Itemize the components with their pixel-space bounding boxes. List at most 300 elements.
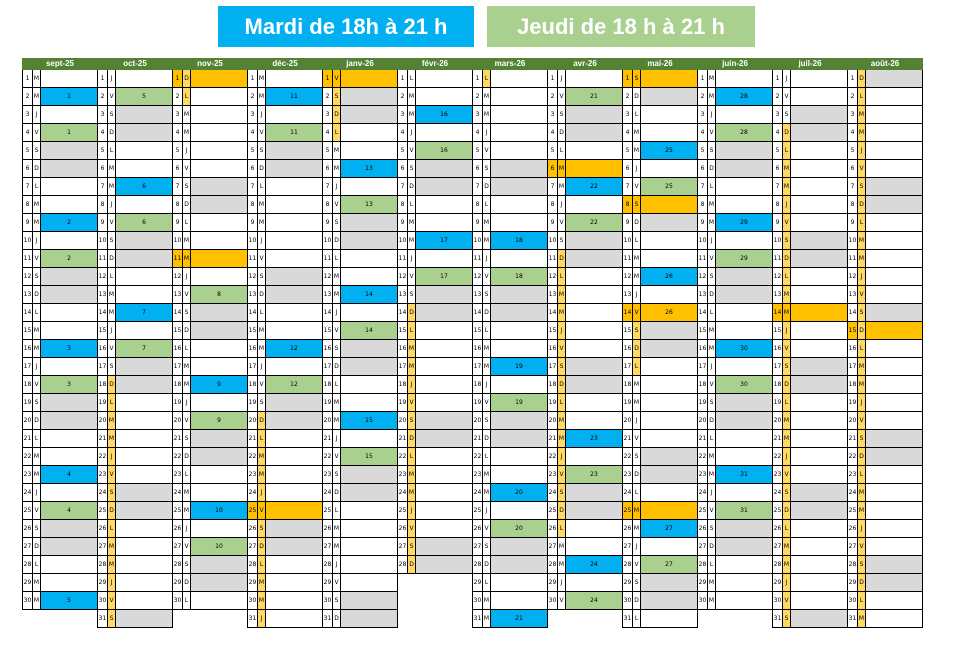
session-cell [791,196,848,213]
day-row [472,160,548,178]
day-row [22,574,98,592]
day-number: 15 [397,322,408,339]
day-letter: S [33,142,41,159]
day-number: 9 [697,214,708,231]
day-number: 6 [622,160,633,177]
day-letter: M [558,160,566,177]
session-cell [566,268,623,285]
day-letter: S [408,160,416,177]
session-cell: 12 [266,340,323,357]
session-cell [716,160,773,177]
session-cell [866,574,923,591]
day-number: 22 [547,448,558,465]
day-letter: S [258,394,266,411]
day-letter: L [483,322,491,339]
day-letter: V [633,304,641,321]
day-row [397,412,473,430]
session-cell [866,88,923,105]
day-letter: M [258,466,266,483]
day-number: 25 [697,502,708,519]
session-cell [791,322,848,339]
day-letter: D [558,502,566,519]
day-number: 3 [97,106,108,123]
day-letter: S [858,430,866,447]
day-number: 10 [622,232,633,249]
session-cell [116,286,173,303]
day-row [697,358,773,376]
day-row [172,430,248,448]
day-row [472,538,548,556]
day-row [22,394,98,412]
day-number: 30 [622,592,633,609]
session-cell [641,106,698,123]
session-cell [116,268,173,285]
day-letter: L [333,376,341,393]
day-number: 17 [697,358,708,375]
day-row [622,484,698,502]
day-letter: J [333,556,341,573]
day-number: 11 [622,250,633,267]
day-letter: D [783,376,791,393]
session-cell [866,124,923,141]
session-cell [266,160,323,177]
day-number: 17 [172,358,183,375]
day-row [247,448,323,466]
day-letter: D [408,430,416,447]
day-number: 20 [547,412,558,429]
session-cell [791,430,848,447]
day-row [97,340,173,358]
day-number: 18 [847,376,858,393]
day-number: 13 [322,286,333,303]
month-header: avr-26 [547,58,623,70]
day-row [172,124,248,142]
session-cell [416,502,473,519]
day-row [472,412,548,430]
day-letter: M [558,430,566,447]
day-number: 21 [472,430,483,447]
day-row [697,106,773,124]
day-letter: M [33,322,41,339]
day-number: 20 [697,412,708,429]
day-row [547,142,623,160]
day-row [247,340,323,358]
month-column [22,58,98,610]
day-row [22,196,98,214]
day-row [547,484,623,502]
day-number: 16 [172,340,183,357]
day-number: 22 [397,448,408,465]
day-number: 18 [547,376,558,393]
day-letter: J [633,160,641,177]
day-number: 12 [547,268,558,285]
day-number: 12 [247,268,258,285]
day-number: 2 [172,88,183,105]
day-letter: S [408,412,416,429]
session-cell: 21 [491,610,548,627]
day-number: 16 [697,340,708,357]
month-header: févr-26 [397,58,473,70]
day-number: 17 [472,358,483,375]
session-cell [866,430,923,447]
day-letter: S [558,358,566,375]
day-letter: J [783,322,791,339]
day-letter: J [783,70,791,87]
day-row [547,232,623,250]
day-row [772,502,848,520]
day-row [322,502,398,520]
session-cell: 7 [116,340,173,357]
day-letter: S [858,556,866,573]
session-cell [641,430,698,447]
day-row [322,574,398,592]
session-cell [566,376,623,393]
day-number: 16 [397,340,408,357]
day-number: 21 [322,430,333,447]
day-row [697,448,773,466]
day-row [172,556,248,574]
day-number: 26 [322,520,333,537]
day-number: 7 [97,178,108,195]
day-row [622,394,698,412]
day-letter: M [408,466,416,483]
day-row [847,268,923,286]
day-number: 16 [97,340,108,357]
day-row [772,466,848,484]
day-row [97,430,173,448]
session-cell [641,322,698,339]
day-row [697,556,773,574]
day-letter: D [108,124,116,141]
day-letter: M [483,484,491,501]
session-cell [191,430,248,447]
session-cell: 25 [641,178,698,195]
session-cell [866,106,923,123]
day-row [172,88,248,106]
day-row [97,574,173,592]
day-row [22,214,98,232]
day-letter: V [708,502,716,519]
session-cell [491,466,548,483]
session-cell [191,178,248,195]
day-row [547,88,623,106]
session-cell [641,214,698,231]
day-letter: J [858,268,866,285]
day-letter: J [708,106,716,123]
day-letter: M [33,196,41,213]
session-cell [191,160,248,177]
session-cell [641,574,698,591]
day-number: 28 [772,556,783,573]
session-cell [116,250,173,267]
day-number: 6 [322,160,333,177]
day-row [172,376,248,394]
day-number: 21 [22,430,33,447]
day-number: 27 [247,538,258,555]
session-cell [416,214,473,231]
day-number: 1 [772,70,783,87]
day-row [772,124,848,142]
day-number: 17 [97,358,108,375]
day-number: 26 [622,520,633,537]
session-cell [641,394,698,411]
day-letter: L [633,106,641,123]
day-row [22,142,98,160]
day-row [172,106,248,124]
session-cell [641,448,698,465]
day-number: 8 [397,196,408,213]
day-row [397,520,473,538]
day-number: 5 [472,142,483,159]
day-row [172,232,248,250]
day-letter: D [708,160,716,177]
session-cell [416,484,473,501]
day-number: 4 [172,124,183,141]
session-cell [341,358,398,375]
day-row [172,466,248,484]
day-number: 26 [397,520,408,537]
session-cell [41,232,98,249]
day-row [622,304,698,322]
day-row [547,448,623,466]
day-row [697,268,773,286]
day-row [697,250,773,268]
day-letter: M [408,358,416,375]
day-number: 3 [247,106,258,123]
day-number: 2 [472,88,483,105]
day-number: 27 [847,538,858,555]
day-number: 18 [472,376,483,393]
day-letter: V [333,196,341,213]
day-letter: S [333,466,341,483]
session-cell [416,88,473,105]
day-letter: D [333,232,341,249]
day-number: 27 [622,538,633,555]
day-number: 6 [397,160,408,177]
day-number: 20 [472,412,483,429]
session-cell [791,394,848,411]
session-cell [566,232,623,249]
session-cell [641,232,698,249]
day-row [397,340,473,358]
session-cell [191,304,248,321]
day-row [247,538,323,556]
day-number: 1 [322,70,333,87]
day-number: 23 [847,466,858,483]
day-letter: J [33,484,41,501]
day-letter: V [33,250,41,267]
session-cell [641,412,698,429]
day-row [397,142,473,160]
day-letter: M [33,466,41,483]
day-row [622,376,698,394]
day-row [22,466,98,484]
day-number: 11 [697,250,708,267]
month-column [322,58,398,628]
day-letter: D [633,466,641,483]
day-row [622,142,698,160]
day-number: 19 [547,394,558,411]
session-cell [716,142,773,159]
day-letter: M [858,376,866,393]
day-number: 1 [847,70,858,87]
day-letter: M [108,556,116,573]
day-number: 1 [697,70,708,87]
day-row [322,232,398,250]
day-number: 28 [847,556,858,573]
session-cell: 4 [41,466,98,483]
session-cell [491,592,548,609]
session-cell: 20 [491,484,548,501]
day-letter: M [708,574,716,591]
day-letter: L [408,70,416,87]
day-letter: V [108,340,116,357]
session-cell [341,394,398,411]
session-cell [191,520,248,537]
day-letter: M [108,160,116,177]
day-number: 1 [472,70,483,87]
day-letter: J [258,484,266,501]
day-letter: V [258,376,266,393]
session-cell [791,376,848,393]
day-letter: M [558,178,566,195]
day-letter: J [108,574,116,591]
day-row [22,232,98,250]
day-number: 10 [772,232,783,249]
day-number: 11 [472,250,483,267]
day-number: 31 [247,610,258,627]
day-letter: J [258,610,266,627]
day-row [847,466,923,484]
session-cell [416,556,473,573]
day-letter: M [333,520,341,537]
day-number: 23 [22,466,33,483]
month-column [547,58,623,610]
day-letter: M [258,592,266,609]
session-cell [866,214,923,231]
day-row [397,250,473,268]
day-letter: L [858,466,866,483]
day-letter: S [408,286,416,303]
day-number: 30 [847,592,858,609]
day-letter: M [108,430,116,447]
day-number: 29 [472,574,483,591]
session-cell [716,322,773,339]
day-number: 11 [772,250,783,267]
day-row [622,610,698,628]
session-cell [491,448,548,465]
session-cell [341,610,398,627]
day-row [772,520,848,538]
day-row [847,322,923,340]
day-number: 8 [622,196,633,213]
day-number: 19 [397,394,408,411]
day-number: 7 [247,178,258,195]
day-number: 29 [322,574,333,591]
day-number: 11 [97,250,108,267]
session-cell [716,268,773,285]
session-cell [566,124,623,141]
day-row [397,178,473,196]
day-letter: D [108,250,116,267]
day-number: 13 [772,286,783,303]
day-row [97,232,173,250]
session-cell [41,304,98,321]
day-letter: J [258,106,266,123]
session-cell: 21 [566,88,623,105]
day-letter: D [708,412,716,429]
day-row [772,412,848,430]
day-number: 3 [322,106,333,123]
day-row [772,448,848,466]
session-cell [116,484,173,501]
day-number: 4 [697,124,708,141]
session-cell [716,106,773,123]
session-cell [41,286,98,303]
day-number: 17 [22,358,33,375]
day-letter: D [33,412,41,429]
session-cell: 18 [491,268,548,285]
day-number: 4 [22,124,33,141]
day-number: 13 [172,286,183,303]
day-row [772,538,848,556]
day-row [397,70,473,88]
day-letter: D [33,160,41,177]
day-letter: S [333,592,341,609]
day-row [847,376,923,394]
day-letter: V [408,142,416,159]
day-row [472,286,548,304]
legend-thursday: Jeudi de 18 h à 21 h [487,6,755,47]
day-letter: L [183,88,191,105]
day-number: 5 [247,142,258,159]
session-cell [191,340,248,357]
day-number: 5 [397,142,408,159]
day-row [472,250,548,268]
day-number: 24 [97,484,108,501]
day-number: 7 [322,178,333,195]
day-row [772,322,848,340]
day-letter: L [558,394,566,411]
day-number: 3 [772,106,783,123]
session-cell [341,214,398,231]
day-row [697,196,773,214]
day-row [97,88,173,106]
day-letter: M [183,358,191,375]
session-cell [641,466,698,483]
day-number: 15 [247,322,258,339]
day-number: 3 [172,106,183,123]
day-number: 23 [622,466,633,483]
day-number: 30 [22,592,33,609]
day-letter: J [333,430,341,447]
session-cell [791,124,848,141]
session-cell [41,448,98,465]
day-letter: J [558,70,566,87]
session-cell [866,556,923,573]
day-letter: D [258,412,266,429]
day-row [322,412,398,430]
day-row [697,574,773,592]
day-number: 18 [22,376,33,393]
day-row [322,376,398,394]
day-number: 2 [322,88,333,105]
day-letter: M [483,466,491,483]
day-row [622,124,698,142]
day-letter: M [783,412,791,429]
day-letter: S [183,430,191,447]
day-row [397,484,473,502]
